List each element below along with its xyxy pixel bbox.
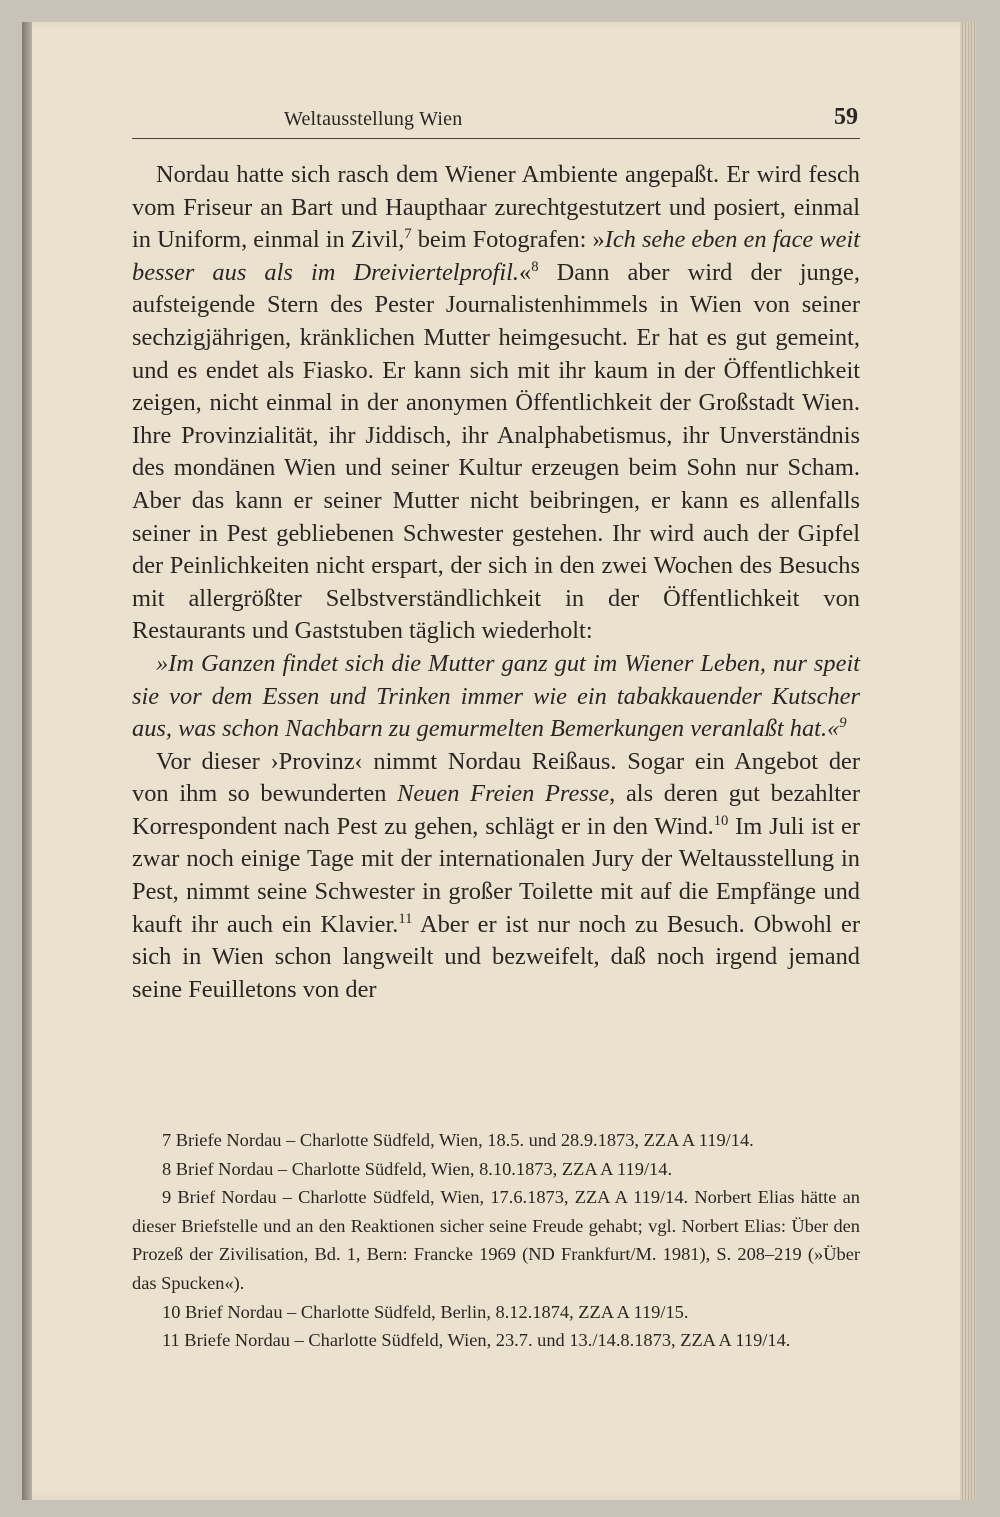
paragraph-3 [132,746,860,1007]
newspaper-title: Neuen Freien Presse [397,780,610,808]
footnote-ref-10: 10 [713,812,729,829]
book-spine [22,22,32,1500]
footnote-ref-9: 9 [839,714,847,731]
book-page [22,22,976,1500]
footnote-10: 10 Brief Nordau – Charlotte Südfeld, Berlin, 8.12.1874, ZZA A 119/15. [162,1301,689,1322]
footnote-8: 8 Brief Nordau – Charlotte Südfeld, Wien, 8.10.1873, ZZA A 119/14. [162,1158,673,1179]
text-run: beim Fotografen: » [411,226,605,254]
text-run: Vor dieser ›Provinz‹ nimmt Nordau Reißaus. Sogar ein Angebot der von ihm so bewunderten [132,747,860,808]
footnote-ref-7: 7 [404,226,412,243]
footnote-7: 7 Briefe Nordau – Charlotte Südfeld, Wien, 18.5. und 28.9.1873, ZZA A 119/14. [162,1130,754,1150]
main-text [132,159,860,1006]
text-run: Dann aber wird der junge, aufsteigende Stern des Pester Journalistenhimmels in Wien von seiner sechzigjährigen, kränklichen Mutter heimgesucht. Er hat es gut gemeint, und es endet als Fiasko. Er kann sich mit ihr kaum in der Öffentlichkeit zeigen, nicht einmal in der anonymen Öffentlichkeit der Großstadt Wien. Ihre Provinzialität, ihr Jiddisch, ihr Analphabetismus, ihr Unverständnis des mondänen Wien und seiner Kultur erzeugen beim Sohn nur Scham. Aber das kann er seiner Mutter nicht beibringen, er kann es allenfalls seiner in Pest gebliebenen Schwester gestehen. Ihr wird auch der Gipfel der Peinlichkeiten nicht erspart, der sich in den zwei Wochen des Besuchs mit allergrößter Selbstverständlichkeit in der Öffentlichkeit von Restaurants und Gaststuben täglich wiederholt: [132,258,860,645]
text-run: « [519,258,532,286]
page-header [132,86,860,139]
footnote-9: 9 Brief Nordau – Charlotte Südfeld, Wien, 17.6.1873, ZZA A 119/14. Norbert Elias hätte an dieser Briefstelle und an den Reaktionen sicher seine Freude gehabt; vgl. Norbert Elias: Über den Prozeß der Zivilisation, Bd. 1, Bern: Francke 1969 (ND Frankfurt/M. 1981), S. 208–219 (»Über das Spucken«). [132,1187,860,1293]
text-run: , als deren gut bezahlter Korrespondent nach Pest zu gehen, schlägt er in den Wind. [132,780,860,840]
paragraph-1 [132,159,860,648]
running-title: Weltausstellung Wien [284,108,463,130]
text-run: Im Juli ist er zwar noch einige Tage mit der internationalen Jury der Weltausstellung in Pest, nimmt seine Schwester in großer Toilette mit auf die Empfänge und kauft ihr auch ein Klavier. [132,812,861,938]
page-edge [960,22,976,1500]
text-run: Nordau hatte sich rasch dem Wiener Ambiente angepaßt. Er wird fesch vom Friseur an Bart und Haupthaar zurechtgestutzert und posiert, einmal in Uniform, einmal in Zivil, [132,161,860,254]
footnotes [132,1126,860,1355]
italic-quote: Ich sehe eben en face weit besser aus als im Dreiviertelprofil. [132,226,861,286]
footnote-ref-8: 8 [531,258,539,275]
footnote-11: 11 Briefe Nordau – Charlotte Südfeld, Wien, 23.7. und 13./14.8.1873, ZZA A 119/14. [162,1330,791,1351]
footnote-ref-11: 11 [398,910,413,927]
text-run: Aber er ist nur noch zu Besuch. Obwohl er sich in Wien schon langweilt und bezweifelt, daß noch irgend jemand seine Feuilletons von der [132,910,861,1003]
quote-text: »Im Ganzen findet sich die Mutter ganz gut im Wiener Leben, nur speit sie vor dem Essen und Trinken immer wie ein tabakkauender Kutscher aus, was schon Nachbarn zu gemurmelten Bemerkungen veranlaßt hat.« [132,649,860,743]
block-quote [132,648,860,746]
page-number: 59 [834,104,858,130]
